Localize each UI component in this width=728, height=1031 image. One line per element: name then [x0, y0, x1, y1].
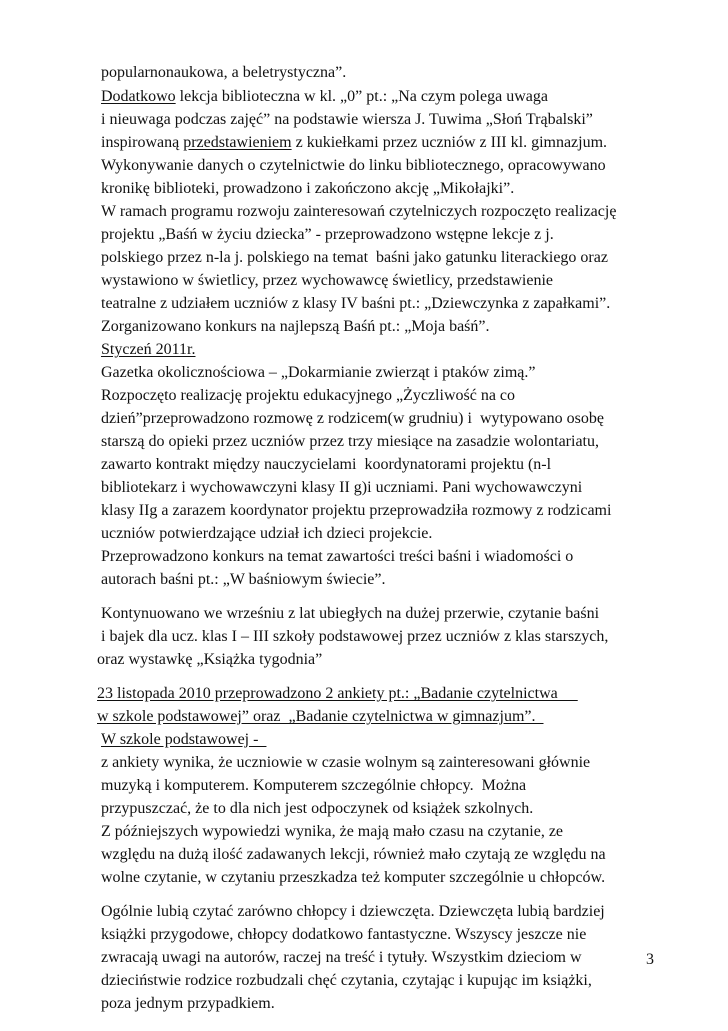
text-segment: z kukiełkami przez uczniów z III kl. gimnazjum. — [291, 134, 608, 151]
text-segment: autorach baśni pt.: „W baśniowym świecie”. — [101, 571, 386, 588]
text-line — [101, 110, 593, 129]
text-segment: Rozpoczęto realizację projektu edukacyjnego „Życzliwość na co — [101, 387, 516, 404]
text-segment: oraz wystawkę „Książka tygodnia” — [97, 651, 323, 668]
text-line — [97, 650, 322, 669]
text-line — [101, 432, 599, 451]
text-segment: bibliotekarz i wychowawczyni klasy II g)i uczniami. Pani wychowawczyni — [101, 479, 583, 496]
text-segment: poza jednym przypadkiem. — [101, 995, 275, 1012]
text-segment: popularnonaukowa, a beletrystyczna”. — [101, 64, 347, 81]
text-line — [101, 478, 582, 497]
text-line — [101, 730, 266, 749]
text-segment: Gazetka okolicznościowa – „Dokarmianie zwierząt i ptaków zimą.” — [101, 364, 536, 381]
text-segment: W ramach programu rozwoju zainteresowań czytelniczych rozpoczęto realizację — [101, 203, 617, 220]
text-segment: Zorganizowano konkurs na najlepszą Baśń pt.: „Moja baśń”. — [101, 318, 490, 335]
text-line — [101, 604, 599, 623]
text-segment: dzieciństwie rodzice rozbudzali chęć czytania, czytając i kupując im książki, — [101, 972, 592, 989]
text-line — [101, 225, 554, 244]
text-line — [101, 409, 604, 428]
text-line — [97, 684, 578, 703]
text-line — [101, 570, 386, 589]
text-segment: Przeprowadzono konkurs na temat zawartości treści baśni i wiadomości o — [101, 548, 574, 565]
text-segment: klasy IIg a zarazem koordynator projektu przeprowadziła rozmowy z rodzicami — [101, 502, 612, 519]
text-line — [101, 248, 608, 267]
underlined-text: W szkole podstawowej - — [101, 731, 267, 748]
underlined-text: Dodatkowo — [101, 88, 176, 105]
text-segment: przypuszczać, że to dla nich jest odpoczynek od książek szkolnych. — [101, 800, 534, 817]
text-segment: wystawiono w świetlicy, przez wychowawcę świetlicy, przedstawienie — [101, 272, 553, 289]
text-line — [101, 971, 592, 990]
text-line — [101, 994, 275, 1013]
text-segment: wolne czytanie, w czytaniu przeszkadza też komputer szczególnie u chłopców. — [101, 869, 606, 886]
text-line — [101, 776, 526, 795]
text-segment: z ankiety wynika, że uczniowie w czasie wolnym są zainteresowani głównie — [101, 754, 591, 771]
text-line — [101, 63, 346, 82]
text-segment: Kontynuowano we wrześniu z lat ubiegłych na dużej przerwie, czytanie baśni — [101, 605, 600, 622]
text-line — [101, 902, 605, 921]
text-line — [101, 845, 606, 864]
text-line — [101, 547, 573, 566]
text-segment: książki przygodowe, chłopcy dodatkowo fantastyczne. Wszyscy jeszcze nie — [101, 926, 587, 943]
text-segment: teatralne z udziałem uczniów z klasy IV baśni pt.: „Dziewczynka z zapałkami”. — [101, 295, 611, 312]
text-line — [101, 948, 582, 967]
text-segment: Z późniejszych wypowiedzi wynika, że mają mało czasu na czytanie, ze — [101, 823, 564, 840]
text-segment: i nieuwaga podczas zajęć” na podstawie wiersza J. Tuwima „Słoń Trąbalski” — [101, 111, 593, 128]
text-segment: starszą do opieki przez uczniów przez trzy miesiące na zasadzie wolontariatu, — [101, 433, 599, 450]
text-line — [101, 202, 616, 221]
text-line — [97, 707, 544, 726]
text-segment: dzień”przeprowadzono rozmowę z rodzicem(w grudniu) i wytypowano osobę — [101, 410, 604, 427]
text-line — [101, 294, 610, 313]
underlined-text: w szkole podstawowej” oraz „Badanie czytelnictwa w gimnazjum”. — [97, 708, 544, 725]
text-segment: zawarto kontrakt między nauczycielami koordynatorami projektu (n-l — [101, 456, 552, 473]
text-line — [101, 340, 196, 359]
text-segment: uczniów potwierdzające udział ich dzieci projekcie. — [101, 525, 433, 542]
text-segment: kronikę biblioteki, prowadzono i zakończono akcję „Mikołajki”. — [101, 180, 515, 197]
text-line — [101, 455, 551, 474]
text-line — [101, 87, 548, 106]
text-segment: polskiego przez n-la j. polskiego na temat baśni jako gatunku literackiego oraz — [101, 249, 608, 266]
text-line — [101, 317, 490, 336]
text-segment: Ogólnie lubią czytać zarówno chłopcy i dziewczęta. Dziewczęta lubią bardziej — [101, 903, 605, 920]
text-line — [101, 868, 605, 887]
text-line — [101, 524, 432, 543]
text-segment: projektu „Baśń w życiu dziecka” - przeprowadzono wstępne lekcje z j. — [101, 226, 554, 243]
text-line — [101, 501, 611, 520]
text-line — [101, 133, 607, 152]
text-segment: lekcja biblioteczna w kl. „0” pt.: „Na czym polega uwaga — [175, 88, 548, 105]
text-line — [101, 627, 608, 646]
page-number: 3 — [646, 951, 654, 968]
text-segment: i bajek dla ucz. klas I – III szkoły podstawowej przez uczniów z klas starszych, — [101, 628, 609, 645]
text-segment: Wykonywanie danych o czytelnictwie do linku bibliotecznego, opracowywano — [101, 157, 606, 174]
text-segment: inspirowaną — [101, 134, 184, 151]
underlined-text: przedstawieniem — [183, 134, 292, 151]
text-line — [101, 271, 553, 290]
text-line — [101, 753, 590, 772]
text-line — [101, 386, 515, 405]
text-line — [101, 179, 514, 198]
text-line — [101, 799, 533, 818]
text-line — [101, 156, 606, 175]
text-segment: zwracają uwagi na autorów, raczej na treść i tytuły. Wszystkim dzieciom w — [101, 949, 582, 966]
text-segment: muzyką i komputerem. Komputerem szczególnie chłopcy. Można — [101, 777, 527, 794]
underlined-text: Styczeń 2011r. — [101, 341, 196, 358]
text-line — [101, 822, 563, 841]
text-segment: względu na dużą ilość zadawanych lekcji, również mało czytają ze względu na — [101, 846, 606, 863]
text-line — [101, 925, 586, 944]
underlined-text: 23 listopada 2010 przeprowadzono 2 ankiety pt.: „Badanie czytelnictwa — [97, 685, 578, 702]
text-line — [101, 363, 535, 382]
